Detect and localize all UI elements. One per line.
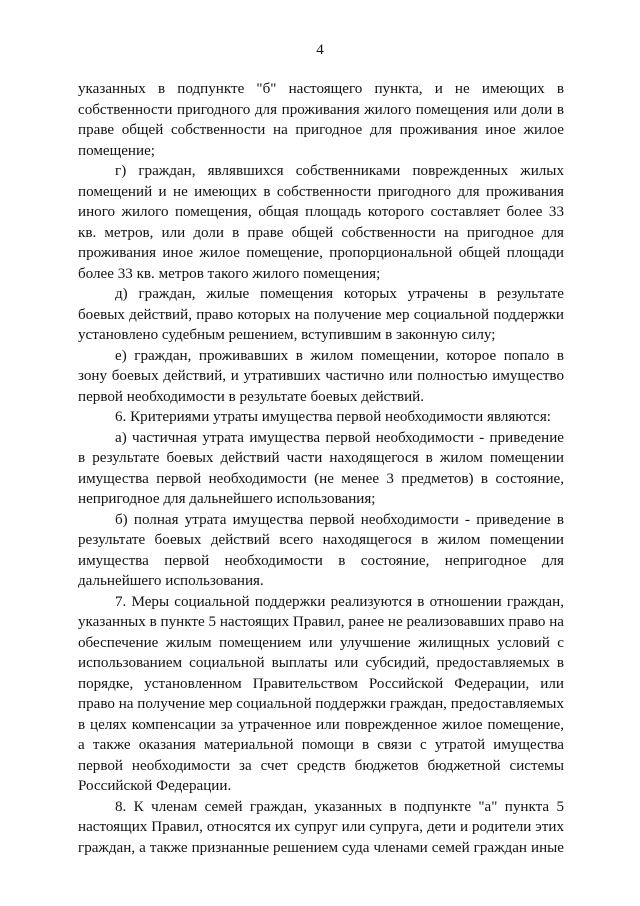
paragraph-6-item-a: а) частичная утрата имущества первой необходимости - приведение в результате боевых действий части находящегося в жилом помещении имущества первой необходимости (не менее 3 предметов) в состояние, непригодное для дальнейшего использования;	[78, 429, 564, 507]
paragraph-6-item-b: б) полная утрата имущества первой необходимости - приведение в результате боевых действий всего находящегося в жилом помещении имущества первой необходимости в состояние, непригодное для дальнейшего использования.	[78, 511, 564, 589]
paragraph-7: 7. Меры социальной поддержки реализуются в отношении граждан, указанных в пункте 5 настоящих Правил, ранее не реализовавших право на обеспечение жилым помещением или улучшение жилищных условий с использованием социальной выплаты или субсидий, предоставляемых в порядке, установленном Правительством Российской Федерации, или право на получение мер социальной поддержки граждан, предоставляемых в целях компенсации за утраченное или поврежденное жилое помещение, а также оказания материальной помощи в связи с утратой имущества первой необходимости за счет средств бюджетов бюджетной системы Российской Федерации.	[78, 593, 564, 794]
paragraph-continuation: указанных в подпункте "б" настоящего пункта, и не имеющих в собственности пригодного для проживания жилого помещения или доли в праве общей собственности на пригодное для проживания иное жилое помещение;	[78, 81, 564, 159]
paragraph-item-e: е) граждан, проживавших в жилом помещении, которое попало в зону боевых действий, и утративших частично или полностью имущество первой необходимости в результате боевых действий.	[78, 347, 564, 405]
paragraph-item-g: г) граждан, являвшихся собственниками поврежденных жилых помещений и не имеющих в собственности пригодного для проживания иного жилого помещения, общая площадь которого составляет более 33 кв. метров, или доли в праве общей собственности на пригодное для проживания иное жилое помещение, пропорциональной общей площади более 33 кв. метров такого жилого помещения;	[78, 163, 564, 282]
document-body	[78, 79, 564, 858]
paragraph-6: 6. Критериями утраты имущества первой необходимости являются:	[115, 409, 551, 425]
paragraph-item-d: д) граждан, жилые помещения которых утрачены в результате боевых действий, право которых на получение мер социальной поддержки установлено судебным решением, вступившим в законную силу;	[78, 286, 564, 343]
page-number: 4	[316, 42, 324, 58]
paragraph-8: 8. К членам семей граждан, указанных в подпункте "а" пункта 5 настоящих Правил, относятся их супруг или супруга, дети и родители этих граждан, а также признанные решением суда членами семей граждан иные	[78, 798, 564, 856]
